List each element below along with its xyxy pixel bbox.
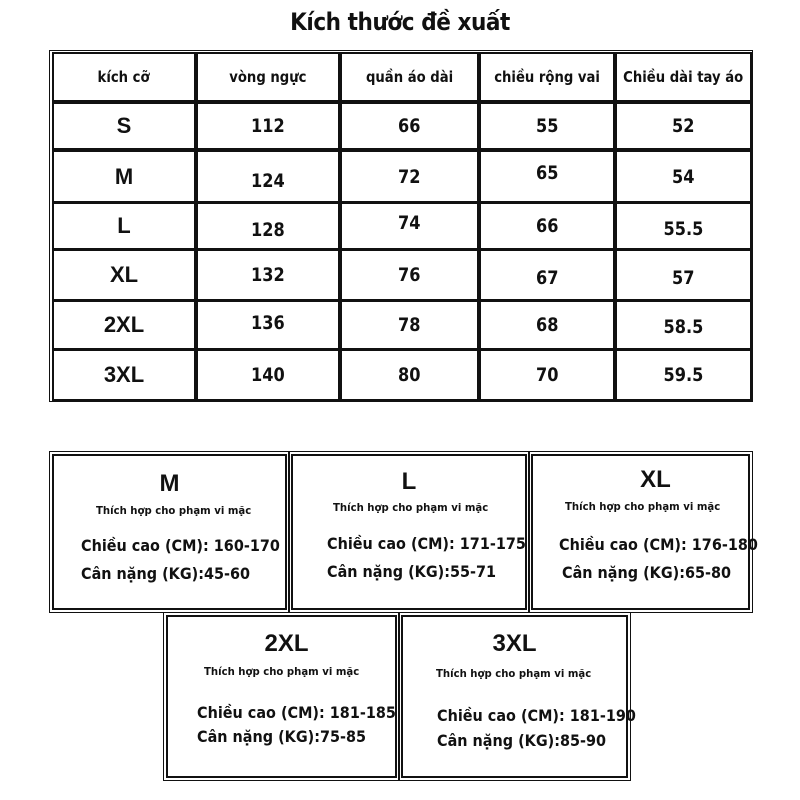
shoulder-cell: 70: [479, 349, 615, 401]
length-cell: 72: [340, 150, 479, 203]
size-cell: M: [52, 150, 196, 203]
chest-cell: 136: [196, 300, 340, 350]
chest-cell: 112: [196, 102, 340, 150]
sleeve-cell: 58.5: [615, 300, 752, 350]
card-weight-range: Cân nặng (KG):85-90: [437, 731, 607, 750]
length-cell: 76: [340, 249, 479, 301]
size-cell: 3XL: [52, 349, 196, 401]
table-header-row: [52, 52, 750, 102]
shoulder-cell: 66: [479, 202, 615, 250]
shoulder-cell: 68: [479, 300, 615, 350]
chest-cell: 128: [196, 202, 340, 250]
table-row: [52, 300, 750, 350]
card-height-range: Chiều cao (CM): 176-180: [559, 535, 758, 554]
card-subtitle: Thích hợp cho phạm vi mặc: [565, 500, 721, 513]
size-cell: L: [52, 202, 196, 250]
length-cell: 66: [340, 102, 479, 150]
card-height-range: Chiều cao (CM): 181-185: [197, 703, 396, 722]
size-card-3xl: [398, 612, 636, 781]
size-cell: XL: [52, 249, 196, 301]
page-title: Kích thước đề xuất: [290, 8, 510, 36]
table-row: [52, 349, 750, 401]
size-card-l: [288, 451, 530, 613]
header-cell: chiều rộng vai: [479, 52, 615, 102]
header-cell: vòng ngực: [196, 52, 340, 102]
shoulder-cell: 65: [479, 150, 615, 203]
card-height-range: Chiều cao (CM): 181-190: [437, 706, 636, 725]
card-weight-range: Cân nặng (KG):55-71: [327, 562, 497, 581]
card-size-label: M: [159, 470, 180, 497]
table-row: [52, 249, 750, 301]
card-size-label: 3XL: [492, 630, 537, 657]
chest-cell: 132: [196, 249, 340, 301]
size-cell: 2XL: [52, 300, 196, 350]
sleeve-cell: 52: [615, 102, 752, 150]
size-card-m: [49, 451, 290, 613]
card-size-label: 2XL: [264, 630, 309, 657]
sleeve-cell: 59.5: [615, 349, 752, 401]
sleeve-cell: 55.5: [615, 202, 752, 250]
size-card-xl: [528, 451, 758, 613]
sleeve-cell: 54: [615, 150, 752, 203]
card-height-range: Chiều cao (CM): 160-170: [81, 536, 280, 555]
card-subtitle: Thích hợp cho phạm vi mặc: [436, 667, 592, 680]
size-card-2xl: [163, 612, 400, 781]
card-size-label: XL: [640, 466, 671, 493]
card-subtitle: Thích hợp cho phạm vi mặc: [96, 504, 252, 517]
card-subtitle: Thích hợp cho phạm vi mặc: [204, 665, 360, 678]
chest-cell: 124: [196, 150, 340, 203]
header-cell: quần áo dài: [340, 52, 479, 102]
card-subtitle: Thích hợp cho phạm vi mặc: [333, 501, 489, 514]
card-size-label: L: [401, 468, 417, 495]
shoulder-cell: 67: [479, 249, 615, 301]
length-cell: 80: [340, 349, 479, 401]
table-row: [52, 102, 750, 150]
header-cell: Chiều dài tay áo: [615, 52, 752, 102]
card-weight-range: Cân nặng (KG):45-60: [81, 564, 251, 583]
length-cell: 74: [340, 202, 479, 250]
size-table: [49, 50, 753, 402]
sleeve-cell: 57: [615, 249, 752, 301]
card-weight-range: Cân nặng (KG):75-85: [197, 727, 367, 746]
table-row: [52, 150, 750, 203]
length-cell: 78: [340, 300, 479, 350]
table-row: [52, 202, 750, 250]
size-cell: S: [52, 102, 196, 150]
card-weight-range: Cân nặng (KG):65-80: [562, 563, 732, 582]
shoulder-cell: 55: [479, 102, 615, 150]
card-height-range: Chiều cao (CM): 171-175: [327, 534, 526, 553]
chest-cell: 140: [196, 349, 340, 401]
header-cell: kích cỡ: [52, 52, 196, 102]
